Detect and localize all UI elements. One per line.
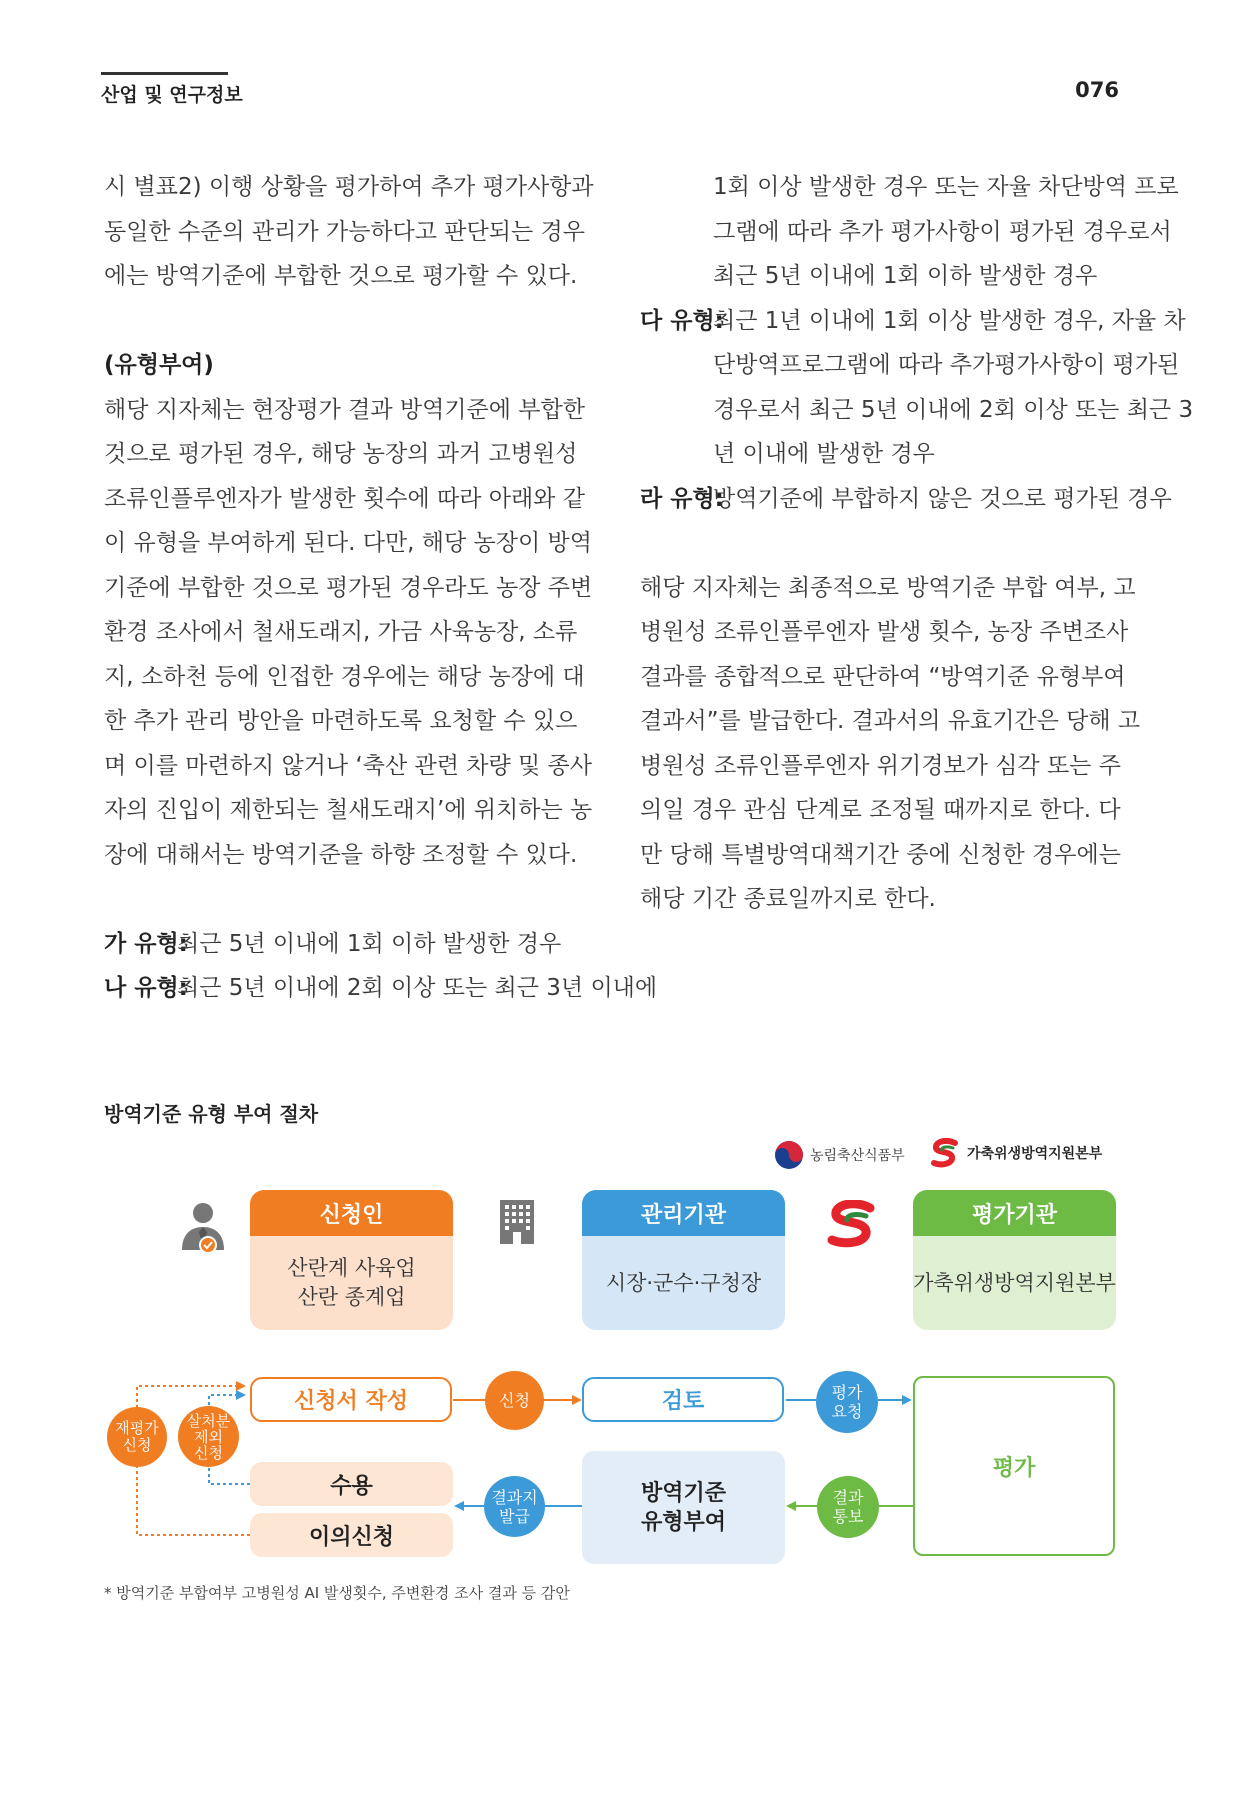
text-line: 이 유형을 부여하게 된다. 다만, 해당 농장이 방역 (104, 530, 592, 556)
card-title: 관리기관 (582, 1190, 785, 1236)
circle-text: 제외 (194, 1427, 223, 1446)
text-line: 그램에 따라 추가 평가사항이 평가된 경우로서 (713, 218, 1172, 245)
section-title: 산업 및 연구정보 (101, 84, 243, 106)
text-line: 경우로서 최근 5년 이내에 2회 이상 또는 최근 3 (713, 396, 1194, 423)
eval-request-circle (816, 1371, 878, 1433)
card-title: 신청인 (250, 1190, 453, 1236)
text-line: 의일 경우 관심 단계로 조정될 때까지로 한다. 다 (640, 797, 1121, 823)
text-line: 해당 기간 종료일까지로 한다. (640, 886, 936, 912)
text-line: 것으로 평가된 경우, 해당 농장의 과거 고병원성 (104, 441, 578, 467)
text-line: 병원성 조류인플루엔자 위기경보가 심각 또는 주 (640, 752, 1121, 779)
page-number: 076 (1075, 78, 1119, 102)
result-notice-circle (817, 1476, 879, 1538)
review-box: 검토 (582, 1377, 784, 1422)
re-evaluation-circle (107, 1407, 167, 1467)
section-heading: (유형부여) (104, 352, 214, 378)
diagram-title: 방역기준 유형 부여 절차 (104, 1102, 319, 1126)
type-text: 방역기준에 부합하지 않은 것으로 평가된 경우 (713, 485, 1172, 512)
write-application-box: 신청서 작성 (250, 1377, 452, 1422)
assign-type-box (582, 1451, 785, 1564)
result-issue-circle (484, 1476, 545, 1537)
text-line: 에는 방역기준에 부합한 것으로 평가할 수 있다. (104, 263, 578, 289)
agency-name: 가축위생방역지원본부 (967, 1146, 1103, 1162)
text-line: 한 추가 관리 방안을 마련하도록 요청할 수 있으 (104, 708, 578, 734)
text-line: 결과서”를 발급한다. 결과서의 유효기간은 당해 고 (640, 708, 1141, 734)
circle-text: 평가 (831, 1383, 863, 1402)
text-line: 최근 1년 이내에 1회 이상 발생한 경우, 자율 차 (713, 307, 1186, 334)
evaluate-box: 평가 (913, 1376, 1115, 1556)
type-text: 최근 5년 이내에 1회 이하 발생한 경우 (177, 930, 562, 957)
text-line: 해당 지자체는 현장평가 결과 방역기준에 부합한 (104, 396, 585, 423)
circle-text: 신청 (194, 1443, 223, 1462)
text-line: 결과를 종합적으로 판단하여 “방역기준 유형부여 (640, 663, 1126, 690)
card-text: 가축위생방역지원본부 (913, 1270, 1116, 1295)
circle-text: 요청 (831, 1402, 863, 1421)
box-text: 방역기준 (640, 1480, 726, 1506)
exclude-culling-circle (178, 1406, 239, 1467)
text-line: 병원성 조류인플루엔자 발생 횟수, 농장 주변조사 (640, 619, 1129, 645)
type-label: 가 유형: (104, 930, 188, 957)
card-title: 평가기관 (913, 1190, 1116, 1236)
text-line: 1회 이상 발생한 경우 또는 자율 차단방역 프로 (713, 174, 1179, 200)
text-line: 최근 5년 이내에 1회 이하 발생한 경우 (713, 263, 1098, 289)
accept-box: 수용 (250, 1462, 453, 1506)
text-line: 년 이내에 발생한 경우 (713, 441, 935, 467)
text-line: 지, 소하천 등에 인접한 경우에는 해당 농장에 대 (104, 663, 585, 690)
text-line: 장에 대해서는 방역기준을 하향 조정할 수 있다. (104, 841, 578, 868)
circle-text: 살처분 (186, 1411, 231, 1430)
text-line: 며 이를 마련하지 않거나 ‘축산 관련 차량 및 종사 (104, 752, 592, 779)
type-label: 다 유형: (640, 307, 724, 334)
card-text: 산란 종계업 (297, 1285, 406, 1309)
card-text: 산란계 사육업 (287, 1256, 416, 1280)
text-line: 환경 조사에서 철새도래지, 가금 사육농장, 소류 (104, 619, 578, 645)
text-line: 단방역프로그램에 따라 추가평가사항이 평가된 (713, 352, 1180, 378)
text-line: 자의 진입이 제한되는 철새도래지’에 위치하는 농 (104, 797, 593, 823)
circle-text: 통보 (832, 1507, 864, 1526)
circle-text: 신청 (122, 1436, 152, 1454)
circle-text: 결과 (832, 1488, 864, 1507)
circle-text: 결과지 (491, 1487, 538, 1507)
circle-text: 신청 (499, 1391, 530, 1410)
objection-box: 이의신청 (250, 1513, 453, 1557)
text-line: 기준에 부합한 것으로 평가된 경우라도 농장 주변 (104, 574, 593, 601)
type-text: 최근 5년 이내에 2회 이상 또는 최근 3년 이내에 (177, 975, 658, 1001)
ministry-name: 농림축산식품부 (810, 1148, 905, 1164)
circle-text: 재평가 (115, 1419, 159, 1437)
text-line: 동일한 수준의 관리가 가능하다고 판단되는 경우 (104, 218, 585, 245)
apply-circle (485, 1371, 544, 1430)
text-line: 만 당해 특별방역대책기간 중에 신청한 경우에는 (640, 841, 1121, 868)
box-text: 유형부여 (640, 1509, 726, 1535)
type-label: 나 유형: (104, 975, 188, 1001)
diagram-footnote: * 방역기준 부합여부 고병원성 AI 발생횟수, 주변환경 조사 결과 등 감안 (104, 1584, 570, 1602)
text-line: 시 별표2) 이행 상황을 평가하여 추가 평가사항과 (104, 174, 594, 200)
circle-text: 발급 (499, 1506, 530, 1526)
card-text: 시장·군수·구청장 (605, 1270, 762, 1295)
type-label: 라 유형: (640, 485, 724, 512)
text-line: 조류인플루엔자가 발생한 횟수에 따라 아래와 같 (104, 485, 585, 512)
text-line: 해당 지자체는 최종적으로 방역기준 부합 여부, 고 (640, 574, 1136, 601)
